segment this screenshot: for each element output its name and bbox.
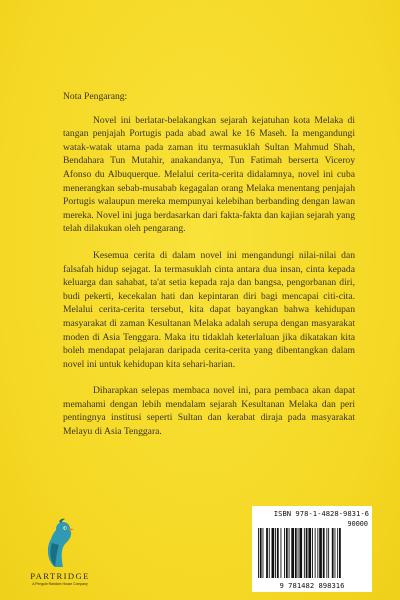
partridge-bird-icon — [43, 517, 77, 569]
barcode-bar — [286, 528, 288, 578]
barcode-bar — [326, 528, 327, 578]
barcode-bar — [266, 528, 268, 578]
publisher-tagline: A Penguin Random House Company — [32, 582, 88, 586]
isbn-label: ISBN 978-1-4828-9831-6 — [273, 509, 369, 518]
isbn-barcode — [252, 506, 372, 592]
barcode-bar — [306, 528, 308, 578]
barcode-bar — [328, 528, 329, 578]
barcode-bar — [272, 528, 275, 578]
barcode-bar — [295, 528, 297, 578]
barcode-bar — [299, 528, 302, 578]
barcode-bar — [332, 528, 334, 578]
barcode-bar — [337, 528, 338, 578]
publisher-logo — [26, 517, 94, 586]
author-note-paragraph: Novel ini berlatar-belakangkan sejarah kejatuhan kota Melaka di tangan penjajah Portugis pada abad awal ke 16 Maseh. Ia mengandungi watak-watak utama pada zaman itu termasuklah Sultan Mahmud Shah, Bendahara Tun Mutahir, anakandanya, Tun Fatimah berserta Viceroy Afonso du Albuquerque. Melalui cerita-cerita didalamnya, novel ini cuba menerangkan sebab-musabab kegagalan orang Melaka menentang penjajah Portugis walaupun mereka mempunyai kelebihan berbanding dengan lawan mereka. Novel ini juga berdasarkan dari fakta-fakta dan kajian sejarah yang telah dilakukan oleh pengarang. — [63, 114, 355, 235]
barcode-bar — [269, 528, 270, 578]
author-note-paragraph: Kesemua cerita di dalam novel ini mengandungi nilai-nilai dan falsafah hidup sejagat. Ia termasuklah cinta antara dua insan, cinta kepada keluarga dan sahabat, ta'at setia kepada raja dan bangsa, pengorbanan diri, budi pekerti, kecekalan hati dan kepintaran diri bagi mencapai citi-cita. Melalui cerita-cerita tersebut, kita dapat bayangkan bahwa kehidupan masyarakat di zaman Kesultanan Melaka adalah serupa dengan masyarakat moden di Asia Tenggara. Maka itu tidaklah keterlaluan jika dikatakan kita boleh mendapat pelajaran daripada cerita-cerita yang dibentangkan dalam novel ini untuk kehidupan kita sehari-harian. — [63, 249, 355, 370]
barcode-bar — [304, 528, 305, 578]
barcode-bar — [312, 528, 313, 578]
barcode-bar — [263, 528, 264, 578]
barcode-bar — [335, 528, 336, 578]
barcode-bars — [258, 528, 366, 578]
barcode-bar — [258, 528, 259, 578]
author-note-heading: Nota Pengarang: — [63, 91, 128, 102]
barcode-bar — [323, 528, 325, 578]
barcode-bar — [308, 528, 311, 578]
barcode-bar — [291, 528, 294, 578]
barcode-bar — [260, 528, 262, 578]
barcode-digits: 9 781482 898316 — [279, 581, 345, 590]
author-note-paragraph: Diharapkan selepas membaca novel ini, para pembaca akan dapat memahami dengan lebih mendalam sejarah Kesultanan Melaka dan peri pentingnya institusi seperti Sultan dan kerabat diraja pada masyarakat Melayu di Asia Tenggara. — [63, 385, 355, 438]
barcode-bar — [281, 528, 282, 578]
barcode-bar — [275, 528, 276, 578]
barcode-bar — [339, 528, 341, 578]
barcode-bar — [315, 528, 316, 578]
barcode-bar — [298, 528, 299, 578]
publisher-name: PARTRIDGE — [30, 571, 90, 581]
price-code: 90000 — [347, 520, 368, 528]
barcode-bar — [284, 528, 285, 578]
barcode-bar — [289, 528, 290, 578]
barcode-bar — [319, 528, 322, 578]
barcode-bar — [277, 528, 279, 578]
author-note — [63, 90, 355, 452]
barcode-bar — [317, 528, 318, 578]
